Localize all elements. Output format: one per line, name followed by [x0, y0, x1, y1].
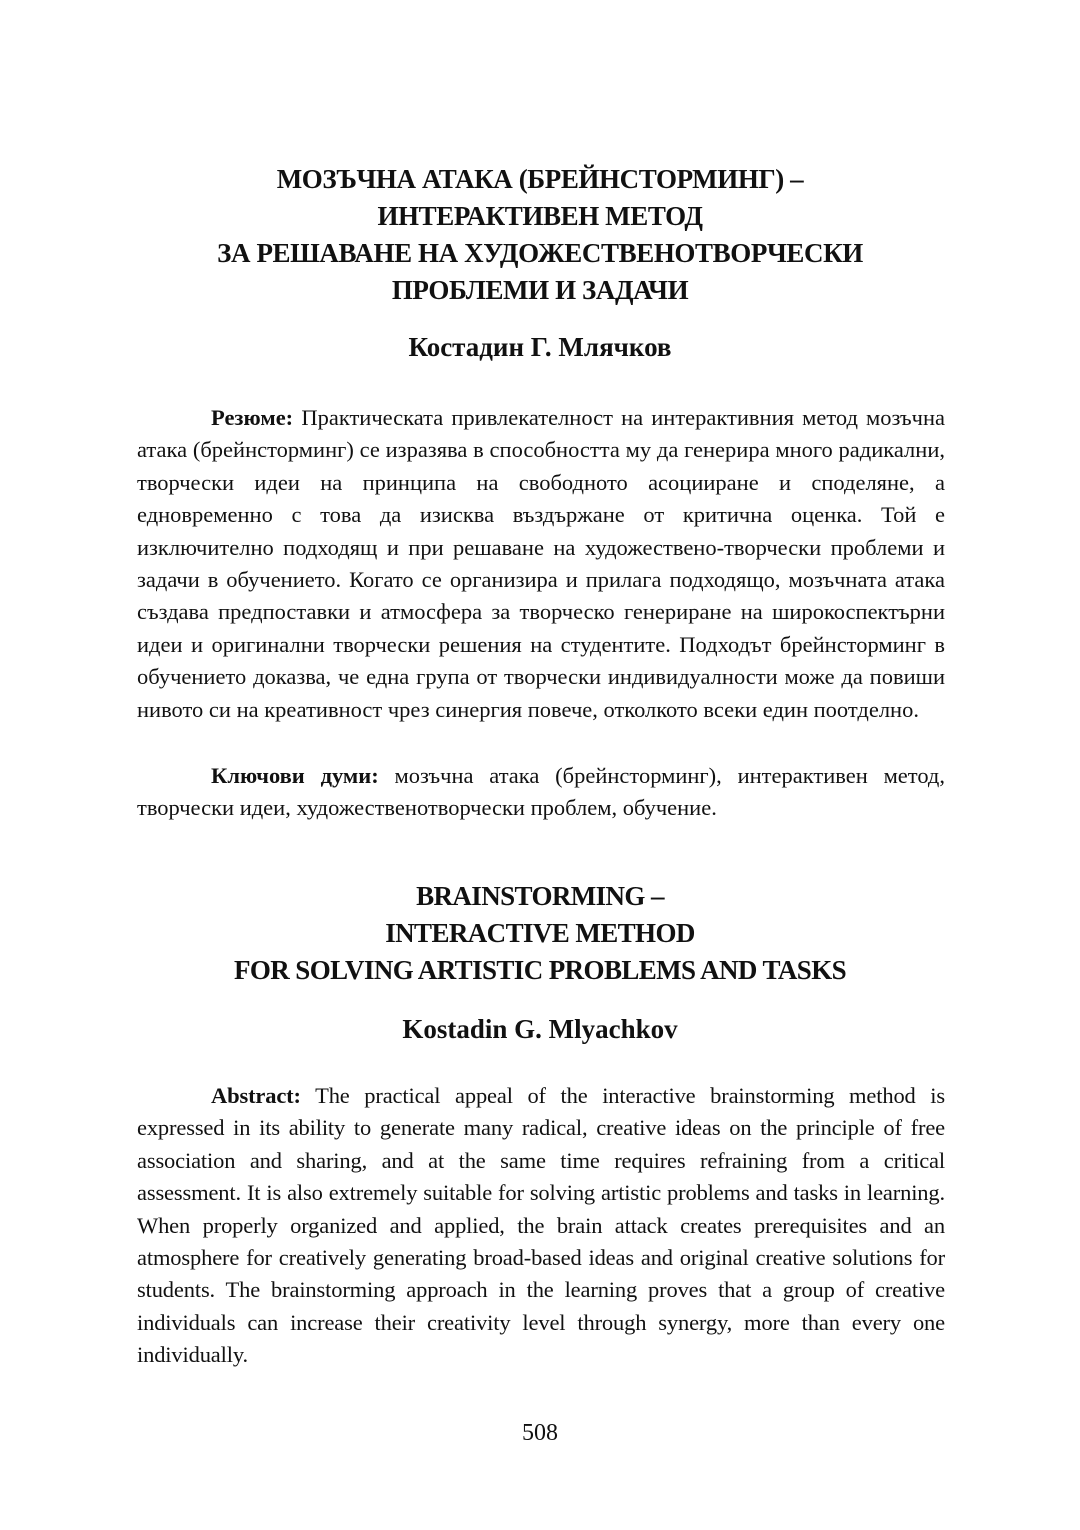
english-title-line: BRAINSTORMING – — [416, 881, 664, 912]
bulgarian-keywords-label: Ключови думи: — [211, 763, 379, 788]
page-number: 508 — [522, 1420, 558, 1446]
bulgarian-abstract-label: Резюме: — [211, 405, 294, 430]
bulgarian-keywords — [137, 760, 945, 825]
bulgarian-title-line: ЗА РЕШАВАНЕ НА ХУДОЖЕСТВЕНОТВОРЧЕСКИ — [217, 238, 863, 269]
bulgarian-keywords-text: мозъчна атака (брейнсторминг), интерактивен метод, творчески идеи, художественотворчески проблем, обучение. — [137, 763, 945, 821]
english-title-line: INTERACTIVE METHOD — [385, 918, 695, 949]
english-title — [100, 878, 980, 989]
bulgarian-title — [100, 161, 980, 309]
bulgarian-keywords-paragraph — [137, 760, 945, 825]
bulgarian-title-line: ПРОБЛЕМИ И ЗАДАЧИ — [391, 275, 689, 306]
english-abstract — [137, 1080, 945, 1372]
bulgarian-abstract — [137, 402, 945, 726]
english-abstract-paragraph — [137, 1080, 945, 1372]
english-author: Kostadin G. Mlyachkov — [402, 1014, 678, 1044]
english-abstract-text: The practical appeal of the interactive brainstorming method is expressed in its ability to generate many radical, creative ideas on the principle of free association and sharing, and at the same time requires refraining from a critical assessment. It is also extremely suitable for solving artistic problems and tasks in learning. When properly organized and applied, the brain attack creates prerequisites and an atmosphere for creatively generating broad-based ideas and original creative solutions for students. The brainstorming approach in the learning proves that a group of creative individuals can increase their creativity level through synergy, more than every one individually. — [137, 1083, 945, 1368]
english-abstract-label: Abstract: — [211, 1083, 301, 1108]
bulgarian-title-line: МОЗЪЧНА АТАКА (БРЕЙНСТОРМИНГ) – — [276, 164, 804, 195]
english-title-line: FOR SOLVING ARTISTIC PROBLEMS AND TASKS — [233, 955, 847, 986]
bulgarian-abstract-paragraph — [137, 402, 945, 726]
bulgarian-title-line: ИНТЕРАКТИВЕН МЕТОД — [377, 201, 703, 232]
bulgarian-abstract-text: Практическата привлекателност на интерактивния метод мозъчна атака (брейнсторминг) се изразява в способността му да генерира много радикални, творчески идеи на принципа на свободното асоцииране и споделяне, а едновременно с това да изисква въздържане от критична оценка. Той е изключително подходящ и при решаване на художествено-творчески проблеми и задачи в обучението. Когато се организира и прилага подходящо, мозъчната атака създава предпоставки и атмосфера за творческо генериране на широкоспектърни идеи и оригинални творчески решения на студентите. Подходът брейнсторминг в обучението доказва, че една група от творчески индивидуалности може да повиши нивото си на креативност чрез синергия повече, отколкото всеки един поотделно. — [137, 405, 946, 722]
bulgarian-author: Костадин Г. Млячков — [408, 332, 672, 362]
